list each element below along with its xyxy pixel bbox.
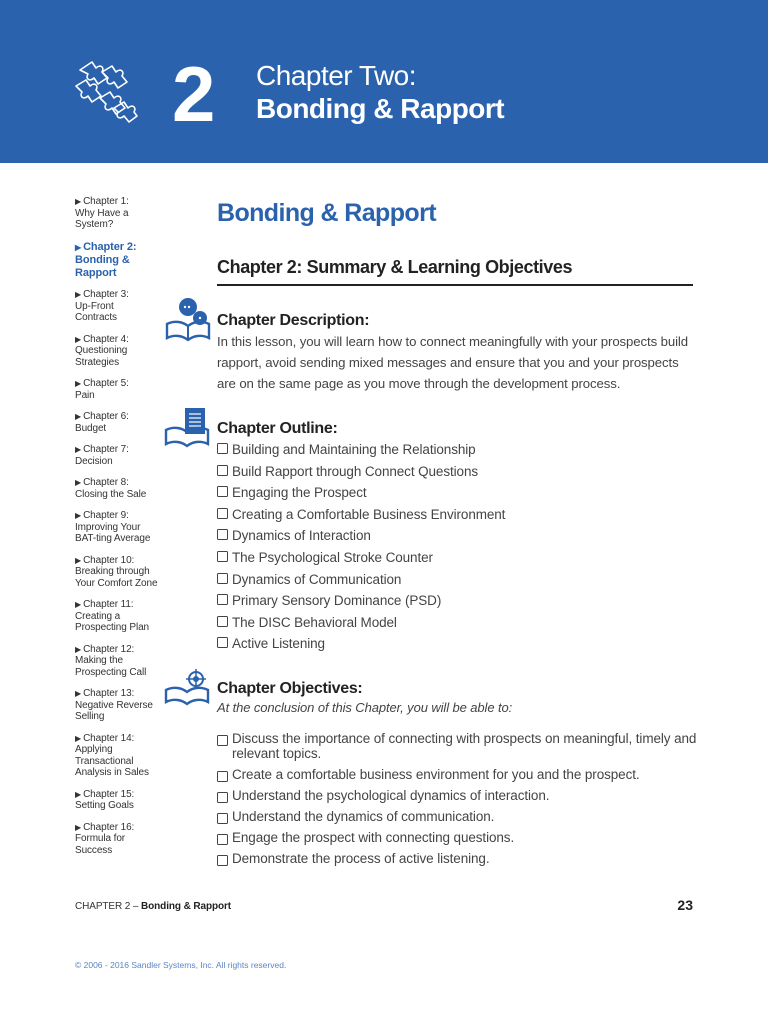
sidebar-item-label: Questioning: [75, 345, 128, 356]
outline-item: [217, 504, 697, 526]
outline-item: [217, 482, 697, 504]
description-text: In this lesson, you will learn how to connect meaningfully with your prospects build rapport, avoid sending mixed messages and ensure that you and your prospects are on the same page as you move through the development process.: [217, 334, 688, 391]
checkbox-outline-icon: [217, 508, 228, 519]
copyright: © 2006 - 2016 Sandler Systems, Inc. All rights reserved.: [75, 960, 287, 970]
sidebar-item-label: Prospecting Call: [75, 666, 147, 678]
sidebar-item-label: Selling: [75, 711, 105, 722]
outline-item-text: Primary Sensory Dominance (PSD): [232, 593, 442, 609]
checkbox-outline-icon: [217, 637, 228, 648]
page-title: Bonding & Rapport: [217, 199, 436, 227]
sidebar-item-chapter-13[interactable]: [75, 688, 175, 723]
sidebar-item-chapter-15[interactable]: [75, 789, 175, 812]
sidebar-item-chapter-3[interactable]: [75, 289, 175, 324]
sidebar-item-label: Improving Your: [75, 521, 141, 533]
sidebar-item-label: Budget: [75, 422, 107, 434]
objective-item-text: Engage the prospect with connecting questions.: [232, 830, 515, 845]
outline-item: [217, 547, 697, 569]
sidebar-item-chapter-6[interactable]: [75, 411, 175, 434]
outline-item: [217, 569, 697, 591]
sidebar-item-chapter-14[interactable]: [75, 733, 175, 779]
chapter-sidebar: [75, 196, 175, 866]
sidebar-item-label: Applying: [75, 744, 113, 755]
sidebar-item-label: Creating a: [75, 610, 121, 622]
objective-item-text: Create a comfortable business environment for you and the prospect.: [232, 767, 640, 782]
description-heading: Chapter Description:: [217, 312, 370, 329]
triangle-right-icon: ▶: [75, 555, 82, 565]
sidebar-item-label: Chapter 15:: [83, 788, 135, 800]
footer-chapter: [75, 901, 231, 912]
sidebar-item-chapter-11[interactable]: [75, 599, 175, 634]
sidebar-item-label: Making the: [75, 655, 123, 666]
sidebar-item-label: Closing the Sale: [75, 488, 147, 500]
sidebar-item-label: Chapter 11:: [83, 599, 134, 610]
outline-item: [217, 461, 697, 483]
objectives-intro: At the conclusion of this Chapter, you will be able to:: [217, 700, 513, 715]
sidebar-item-label: Chapter 6:: [83, 411, 129, 422]
sidebar-item-label: Why Have a: [75, 207, 129, 219]
checkbox-outline-icon: [217, 594, 228, 605]
checkbox-outline-icon: [217, 486, 228, 497]
sidebar-item-chapter-8[interactable]: [75, 477, 175, 500]
outline-item-text: The Psychological Stroke Counter: [232, 549, 433, 565]
sidebar-item-chapter-5[interactable]: [75, 378, 175, 401]
sidebar-item-label: Up-Front: [75, 300, 114, 312]
sidebar-item-label: Setting Goals: [75, 800, 134, 811]
outline-item: [217, 525, 697, 547]
triangle-right-icon: ▶: [75, 412, 82, 421]
checkbox-outline-icon: [217, 616, 228, 627]
chapter-banner: [0, 0, 768, 163]
sidebar-item-label: Chapter 16:: [83, 821, 135, 833]
checkbox-outline-icon: [217, 529, 228, 540]
objective-item: [217, 788, 697, 803]
triangle-right-icon: ▶: [75, 334, 82, 344]
outline-item: [217, 633, 697, 655]
sidebar-item-label: Chapter 7:: [83, 444, 129, 455]
objective-item: [217, 767, 697, 782]
sidebar-item-chapter-7[interactable]: [75, 444, 175, 467]
outline-item: [217, 439, 697, 461]
sidebar-item-label: Chapter 14:: [83, 732, 135, 744]
triangle-right-icon: ▶: [75, 733, 82, 743]
checkbox-outline-icon: [217, 813, 228, 824]
triangle-right-icon: ▶: [75, 242, 82, 252]
chapter-label: Chapter Two:: [256, 60, 417, 91]
checkbox-outline-icon: [217, 465, 228, 476]
triangle-right-icon: ▶: [75, 478, 82, 487]
objective-item: [217, 731, 697, 761]
triangle-right-icon: ▶: [75, 644, 82, 654]
triangle-right-icon: ▶: [75, 689, 82, 698]
sidebar-item-chapter-9[interactable]: [75, 510, 175, 545]
checkbox-outline-icon: [217, 771, 228, 782]
triangle-right-icon: ▶: [75, 511, 82, 520]
sidebar-item-label: Pain: [75, 389, 95, 401]
reading-chat-icon: [163, 296, 213, 342]
sidebar-item-chapter-1[interactable]: [75, 196, 175, 231]
book-target-icon: [163, 668, 213, 706]
sidebar-item-label: Breaking through: [75, 566, 150, 577]
sidebar-item-label: Chapter 9:: [83, 510, 129, 521]
triangle-right-icon: ▶: [75, 379, 82, 388]
sidebar-item-label: Chapter 3:: [83, 289, 129, 300]
outline-item-text: Dynamics of Communication: [232, 571, 402, 587]
triangle-right-icon: ▶: [75, 600, 82, 609]
sidebar-item-label: Strategies: [75, 356, 120, 368]
sidebar-item-label: Chapter 10:: [83, 554, 135, 566]
sidebar-item-label: Bonding &: [75, 254, 130, 266]
objective-item-text: Discuss the importance of connecting with prospects on meaningful, timely and relevant topics.: [232, 731, 697, 761]
chapter-title: Bonding & Rapport: [256, 93, 505, 124]
puzzle-icon: [74, 56, 138, 124]
outline-item: [217, 612, 697, 634]
sidebar-item-chapter-16[interactable]: [75, 822, 175, 857]
checkbox-outline-icon: [217, 573, 228, 584]
outline-item: [217, 590, 697, 612]
sidebar-item-chapter-10[interactable]: [75, 555, 175, 590]
sidebar-item-label: Success: [75, 844, 113, 856]
triangle-right-icon: ▶: [75, 445, 82, 454]
sidebar-item-label: Contracts: [75, 312, 117, 323]
triangle-right-icon: ▶: [75, 197, 82, 206]
sidebar-item-label: Negative Reverse: [75, 699, 153, 711]
checkbox-outline-icon: [217, 443, 228, 454]
checkbox-outline-icon: [217, 792, 228, 803]
objective-item-text: Understand the psychological dynamics of interaction.: [232, 788, 550, 803]
outline-item-text: Building and Maintaining the Relationship: [232, 442, 476, 457]
outline-heading: Chapter Outline:: [217, 420, 338, 437]
outline-item-text: Build Rapport through Connect Questions: [232, 463, 479, 479]
sidebar-item-label: Transactional: [75, 755, 134, 767]
sidebar-item-label: Chapter 5:: [83, 378, 129, 389]
checkbox-outline-icon: [217, 735, 228, 746]
sidebar-item-label: Decision: [75, 455, 113, 467]
checkbox-outline-icon: [217, 834, 228, 845]
book-outline-icon: [163, 406, 213, 448]
objective-item: [217, 809, 697, 824]
sidebar-item-label: Your Comfort Zone: [75, 577, 158, 589]
objective-item: [217, 851, 697, 866]
triangle-right-icon: ▶: [75, 822, 82, 832]
sidebar-item-label: Chapter 8:: [83, 477, 129, 488]
sidebar-item-label: Chapter 4:: [83, 333, 129, 345]
sidebar-item-chapter-12[interactable]: [75, 644, 175, 679]
divider: [217, 284, 693, 286]
objective-item: [217, 830, 697, 845]
sidebar-item-label: Chapter 13:: [83, 688, 135, 699]
checkbox-outline-icon: [217, 551, 228, 562]
objective-item-text: Demonstrate the process of active listening.: [232, 851, 490, 866]
footer-chapter-prefix: CHAPTER 2 –: [75, 901, 142, 912]
outline-item-text: Active Listening: [232, 636, 325, 652]
section-subtitle: Chapter 2: Summary & Learning Objectives: [217, 257, 573, 277]
sidebar-item-chapter-2[interactable]: [75, 241, 175, 280]
chapter-number: 2: [172, 50, 216, 138]
outline-item-text: Creating a Comfortable Business Environment: [232, 506, 506, 522]
sidebar-item-label: BAT-ting Average: [75, 533, 151, 544]
objective-item-text: Understand the dynamics of communication.: [232, 809, 495, 824]
outline-list: [217, 439, 697, 655]
sidebar-item-label: Analysis in Sales: [75, 767, 149, 778]
objectives-list: [217, 731, 697, 872]
footer-chapter-title: Bonding & Rapport: [141, 901, 231, 912]
outline-item-text: The DISC Behavioral Model: [232, 614, 397, 630]
page-number: 23: [677, 897, 693, 913]
sidebar-item-label: Rapport: [75, 266, 117, 279]
sidebar-item-label: Chapter 2:: [83, 240, 137, 253]
triangle-right-icon: ▶: [75, 789, 82, 799]
sidebar-item-label: Chapter 1:: [83, 196, 129, 207]
triangle-right-icon: ▶: [75, 290, 82, 299]
sidebar-item-label: System?: [75, 219, 114, 230]
sidebar-item-label: Formula for: [75, 833, 126, 844]
outline-item-text: Dynamics of Interaction: [232, 528, 371, 544]
sidebar-item-chapter-4[interactable]: [75, 334, 175, 369]
objectives-heading: Chapter Objectives:: [217, 680, 363, 697]
sidebar-item-label: Prospecting Plan: [75, 622, 150, 633]
checkbox-outline-icon: [217, 855, 228, 866]
outline-item-text: Engaging the Prospect: [232, 485, 367, 501]
sidebar-item-label: Chapter 12:: [83, 643, 135, 655]
